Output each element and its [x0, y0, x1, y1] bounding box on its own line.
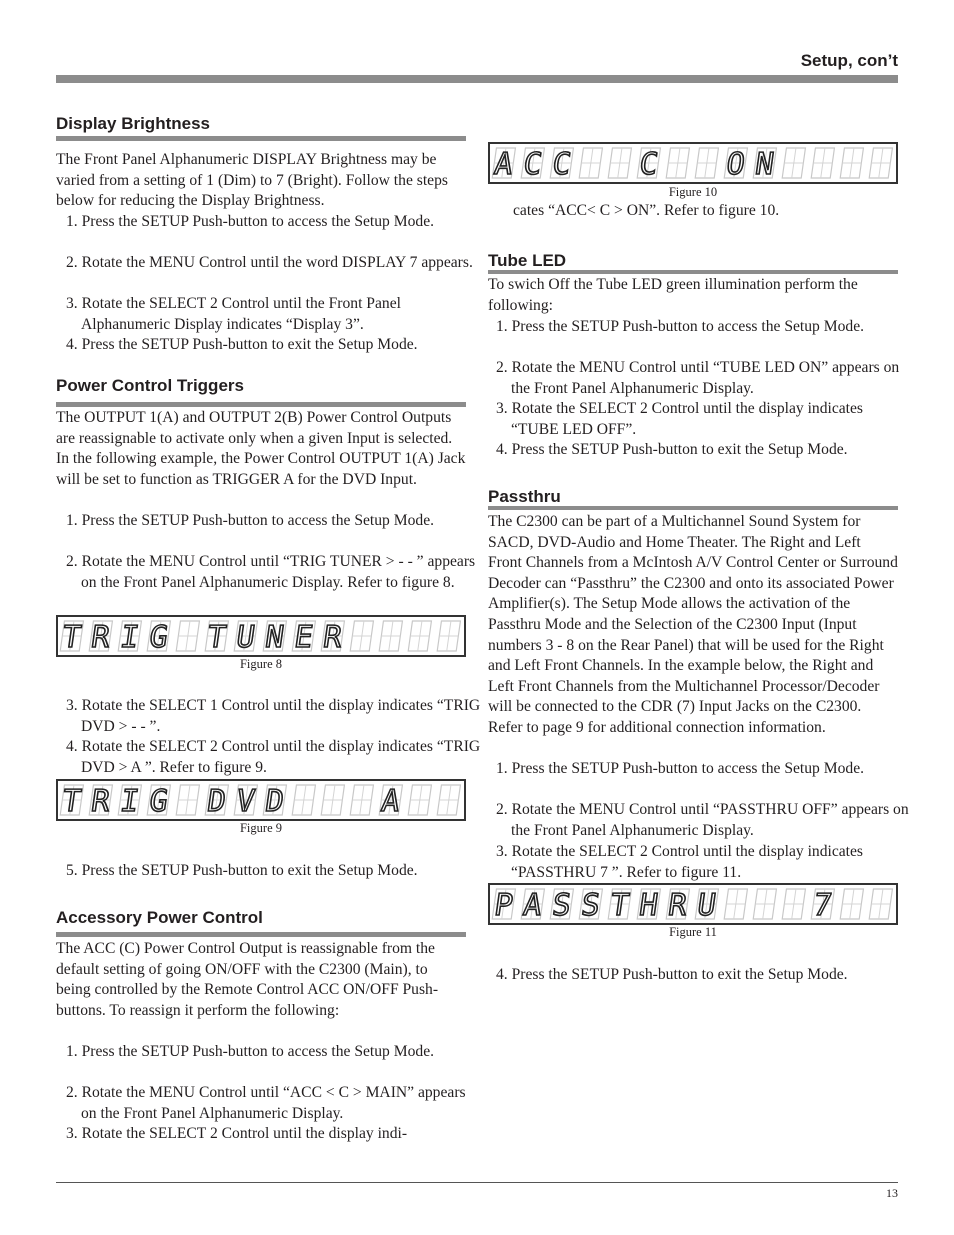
display-cell [176, 621, 199, 651]
display-cell [811, 148, 834, 178]
accessory-power-intro: The ACC (C) Power Control Output is reassignable from the default setting of going ON/OFF with the C2300 (Main), to being controlled by the Remote Control ACC ON/OFF Push-buttons. To reassign it perform the following: [56, 940, 439, 1019]
display-cell [350, 785, 373, 815]
display-character: 7 [811, 888, 835, 923]
section-rule [56, 932, 466, 937]
display-cell [492, 888, 516, 923]
section-rule [488, 506, 898, 510]
display-cell [811, 888, 835, 923]
display-cell [205, 784, 229, 819]
display-character: H [637, 888, 661, 923]
list-item: 1. Press the SETUP Push-button to access the Setup Mode. [496, 318, 865, 335]
list-item: 5. Press the SETUP Push-button to exit the Setup Mode. [66, 862, 418, 879]
list-item: 1. Press the SETUP Push-button to access the Setup Mode. [496, 760, 865, 777]
list-item: 3. Rotate the SELECT 2 Control until the display indicates “TUBE LED OFF”. [496, 400, 863, 438]
display-character: I [118, 784, 142, 819]
figure-9-caption: Figure 9 [239, 821, 282, 835]
tube-led-intro: To swich Off the Tube LED green illumination perform the following: [488, 276, 858, 314]
display-cell [89, 784, 113, 819]
display-cell [379, 621, 402, 651]
display-cell [118, 620, 142, 655]
power-control-heading: Power Control Triggers [56, 376, 244, 395]
list-item: 2. Rotate the MENU Control until “TRIG TUNER > - - ” appears on the Front Panel Alphanumeric Display. Refer to figure 8. [66, 553, 476, 591]
section-rule [56, 402, 466, 407]
display-cell [840, 889, 863, 919]
display-cell [637, 888, 661, 923]
list-item: 4. Press the SETUP Push-button to exit the Setup Mode. [496, 966, 848, 983]
display-segments [58, 617, 464, 655]
display-segments [58, 781, 464, 819]
list-item: 1. Press the SETUP Push-button to access the Setup Mode. [66, 1043, 435, 1060]
display-character: D [263, 784, 287, 819]
display-cell [89, 620, 113, 655]
list-item: 3. Rotate the SELECT 2 Control until the Front Panel Alphanumeric Display indicates “Display 3”. [66, 295, 401, 333]
display-cell [695, 148, 718, 178]
display-cell [753, 147, 777, 182]
list-item: 2. Rotate the MENU Control until “PASSTHRU OFF” appears on the Front Panel Alphanumeric Display. [496, 801, 909, 839]
display-character: T [205, 620, 229, 655]
display-cell [550, 147, 574, 182]
display-cell [637, 147, 661, 182]
display-character: O [724, 147, 748, 182]
display-cell [579, 888, 603, 923]
display-character: T [60, 784, 84, 819]
display-cell [724, 147, 748, 182]
display-cell [869, 889, 892, 919]
list-item: 3. Rotate the SELECT 2 Control until the display indi- [66, 1125, 408, 1142]
display-cell [176, 785, 199, 815]
display-character: R [89, 784, 113, 819]
display-character: S [579, 888, 603, 923]
display-cell [521, 147, 545, 182]
display-character: A [379, 784, 403, 819]
section-rule [56, 136, 466, 141]
display-brightness-heading: Display Brightness [56, 114, 210, 133]
display-character: S [550, 888, 574, 923]
display-cell [321, 620, 345, 655]
display-cell [263, 784, 287, 819]
display-cell [724, 889, 747, 919]
header-rule [56, 75, 898, 83]
figure-11-caption: Figure 11 [669, 925, 717, 939]
display-cell [492, 147, 516, 182]
display-character: A [521, 888, 545, 923]
display-character: U [695, 888, 719, 923]
display-cell [205, 620, 229, 655]
display-cell [263, 620, 287, 655]
display-cell [753, 889, 776, 919]
figure-8-display [56, 615, 466, 657]
display-cell [379, 784, 403, 819]
display-cell [118, 784, 142, 819]
display-cell [60, 620, 84, 655]
display-segments [490, 885, 896, 923]
passthru-intro: The C2300 can be part of a Multichannel Sound System for SACD, DVD-Audio and Home Theater. The Right and Left Front Channels from a McIntosh A/V Control Center or Surround Decoder can “Passthru” the C2300 and onto its associated Power Amplifier(s). The Setup Mode allows the activation of the Passthru Mode and the Selection of the C2300 Input (Input numbers 3 - 8 on the Rear Panel) that will be used for the Right and Left Front Channels. In the example below, the Right and Left Front Channels from the Multichannel Processor/Decoder will be connected to the CDR (7) Input Jacks on the C2300. Refer to page 9 for additional connection information. [488, 513, 898, 736]
display-character: T [60, 620, 84, 655]
figure-10-caption: Figure 10 [668, 185, 718, 199]
display-cell [60, 784, 84, 819]
list-item: 3. Rotate the SELECT 1 Control until the display indicates “TRIG DVD > - - ”. [66, 697, 481, 735]
display-character: C [521, 147, 545, 182]
list-item-continuation: cates “ACC< C > ON”. Refer to figure 10. [513, 202, 780, 219]
figure-9-display [56, 779, 466, 821]
display-cell [521, 888, 545, 923]
display-cell [147, 620, 171, 655]
display-character: E [292, 620, 316, 655]
display-character: C [550, 147, 574, 182]
display-cell [408, 621, 431, 651]
display-character: V [234, 784, 258, 819]
list-item: 2. Rotate the MENU Control until the word DISPLAY 7 appears. [66, 254, 473, 271]
display-cell [147, 784, 171, 819]
list-item: 2. Rotate the MENU Control until “TUBE LED ON” appears on the Front Panel Alphanumeric Display. [496, 359, 900, 397]
display-cell [292, 620, 316, 655]
display-cell [408, 785, 431, 815]
list-item: 4. Press the SETUP Push-button to exit the Setup Mode. [66, 336, 418, 353]
display-character: C [637, 147, 661, 182]
display-cell [608, 148, 631, 178]
display-cell [666, 888, 690, 923]
display-character: T [608, 888, 632, 923]
page-number: 13 [886, 1186, 898, 1200]
display-cell [234, 620, 258, 655]
figure-11-display [488, 883, 898, 925]
display-cell [666, 148, 689, 178]
display-character: R [666, 888, 690, 923]
display-cell [234, 784, 258, 819]
section-rule [488, 270, 898, 274]
display-cell [292, 785, 315, 815]
list-item: 4. Rotate the SELECT 2 Control until the display indicates “TRIG DVD > A ”. Refer to figure 9. [66, 738, 481, 776]
display-cell [550, 888, 574, 923]
display-character: N [753, 147, 777, 182]
display-cell [579, 148, 602, 178]
list-item: 2. Rotate the MENU Control until “ACC < C > MAIN” appears on the Front Panel Alphanumeric Display. [66, 1084, 466, 1122]
display-cell [350, 621, 373, 651]
display-character: G [147, 784, 171, 819]
display-character: N [263, 620, 287, 655]
display-cell [321, 785, 344, 815]
display-character: U [234, 620, 258, 655]
power-control-intro: The OUTPUT 1(A) and OUTPUT 2(B) Power Control Outputs are reassignable to activate only when a given Input is selected. In the following example, the Power Control OUTPUT 1(A) Jack will be set to function as TRIGGER A for the DVD Input. [56, 409, 466, 488]
display-cell [608, 888, 632, 923]
list-item: 1. Press the SETUP Push-button to access the Setup Mode. [66, 512, 435, 529]
list-item: 3. Rotate the SELECT 2 Control until the display indicates “PASSTHRU 7 ”. Refer to figure 11. [496, 843, 863, 881]
display-character: R [321, 620, 345, 655]
figure-8-caption: Figure 8 [239, 657, 282, 671]
display-cell [840, 148, 863, 178]
page-header-title: Setup, con’t [800, 51, 898, 70]
display-cell [782, 889, 805, 919]
footer-rule [56, 1182, 898, 1183]
display-character: A [492, 147, 516, 182]
display-cell [782, 148, 805, 178]
display-cell [437, 621, 460, 651]
display-cell [695, 888, 719, 923]
passthru-heading: Passthru [488, 487, 561, 506]
display-character: G [147, 620, 171, 655]
tube-led-heading: Tube LED [488, 251, 567, 270]
display-segments [490, 144, 896, 182]
display-character: D [205, 784, 229, 819]
figure-10-display [488, 142, 898, 184]
accessory-power-heading: Accessory Power Control [56, 908, 263, 927]
display-cell [437, 785, 460, 815]
display-character: R [89, 620, 113, 655]
display-cell [869, 148, 892, 178]
list-item: 4. Press the SETUP Push-button to exit the Setup Mode. [496, 441, 848, 458]
display-brightness-intro: The Front Panel Alphanumeric DISPLAY Brightness may be varied from a setting of 1 (Dim) to 7 (Bright). Follow the steps below for reducing the Display Brightness. [56, 151, 448, 210]
list-item: 1. Press the SETUP Push-button to access the Setup Mode. [66, 213, 435, 230]
display-character: I [118, 620, 142, 655]
display-character: P [492, 888, 516, 923]
